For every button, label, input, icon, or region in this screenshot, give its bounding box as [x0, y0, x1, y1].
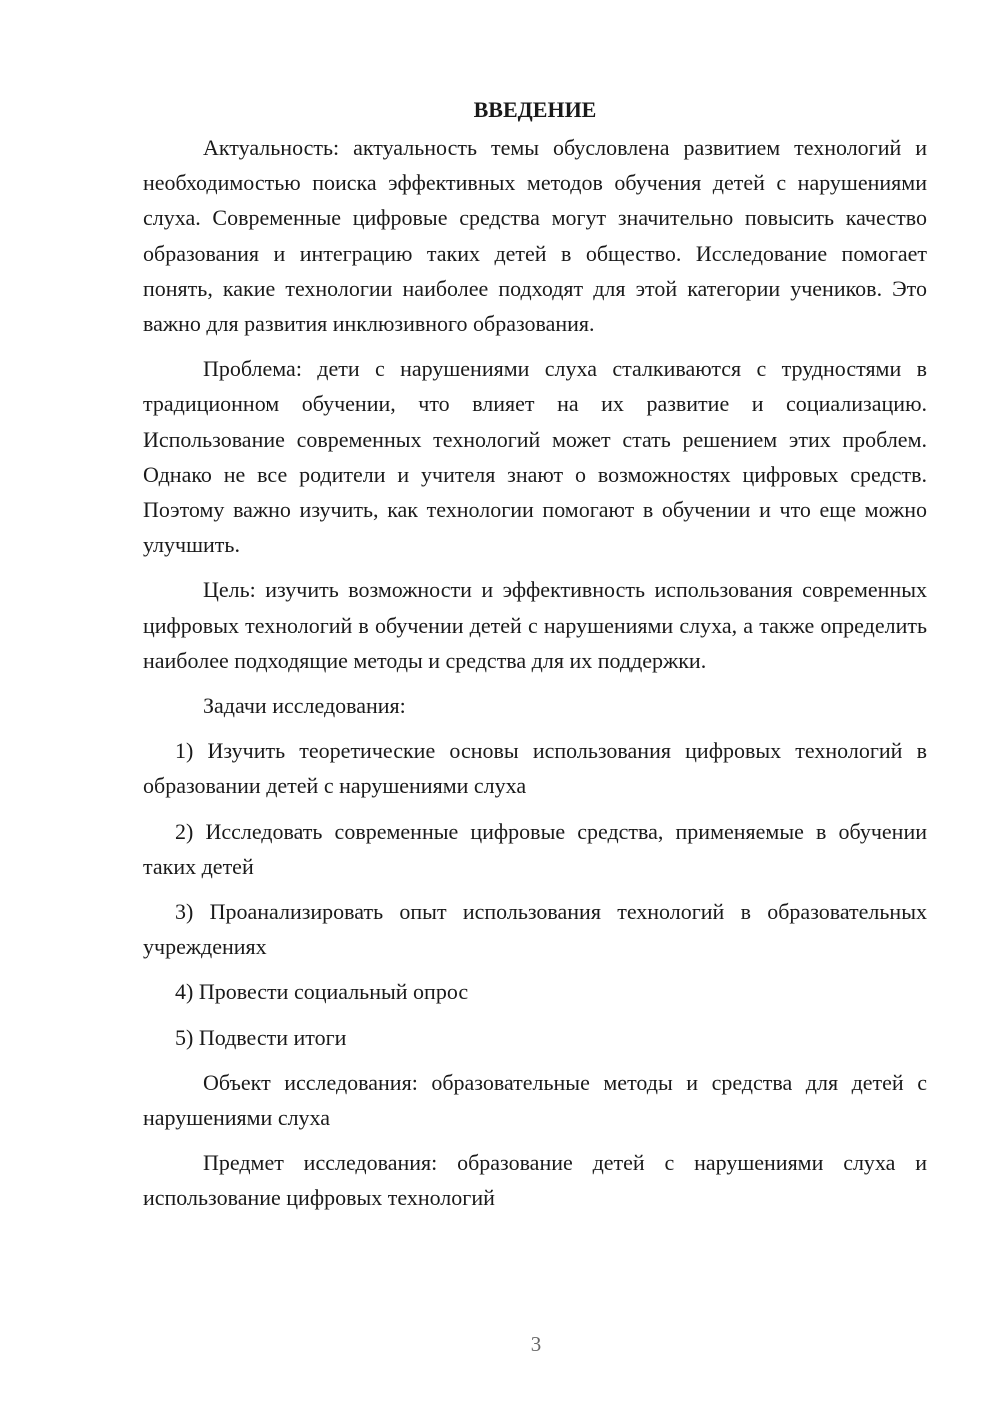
paragraph-relevance: Актуальность: актуальность темы обусловлена развитием технологий и необходимостью поиска эффективных методов обучения детей с нарушениями слуха. Современные цифровые средства могут значительно повысить качество образования и интеграцию таких детей в общество. Исследование помогает понять, какие технологии наиболее подходят для этой категории учеников. Это важно для развития инклюзивного образования.	[143, 135, 927, 337]
tasks-heading: Задачи исследования:	[203, 693, 406, 719]
paragraph-subject: Предмет исследования: образование детей с нарушениями слуха и использование цифровых технологий	[143, 1150, 927, 1211]
list-item: 4) Провести социальный опрос	[175, 979, 469, 1005]
list-item: 3) Проанализировать опыт использования технологий в образовательных учреждениях	[143, 899, 927, 960]
tasks-list	[143, 733, 927, 1055]
paragraph-goal: Цель: изучить возможности и эффективность использования современных цифровых технологий в обучении детей с нарушениями слуха, а также определить наиболее подходящие методы и средства для их поддержки.	[143, 577, 927, 673]
page-number: 3	[530, 1332, 542, 1356]
page-body	[143, 92, 927, 1226]
paragraph-object: Объект исследования: образовательные методы и средства для детей с нарушениями слуха	[143, 1069, 927, 1131]
list-item: 5) Подвести итоги	[175, 1024, 347, 1050]
list-item: 1) Изучить теоретические основы использования цифровых технологий в образовании детей с нарушениями слуха	[143, 738, 927, 799]
page-title: ВВЕДЕНИЕ	[473, 97, 597, 122]
paragraph-problem: Проблема: дети с нарушениями слуха сталкиваются с трудностями в традиционном обучении, что влияет на их развитие и социализацию. Использование современных технологий может стать решением этих проблем. Однако не все родители и учителя знают о возможностях цифровых средств. Поэтому важно изучить, как технологии помогают в обучении и что еще можно улучшить.	[143, 356, 927, 558]
list-item: 2) Исследовать современные цифровые средства, применяемые в обучении таких детей	[143, 818, 927, 879]
